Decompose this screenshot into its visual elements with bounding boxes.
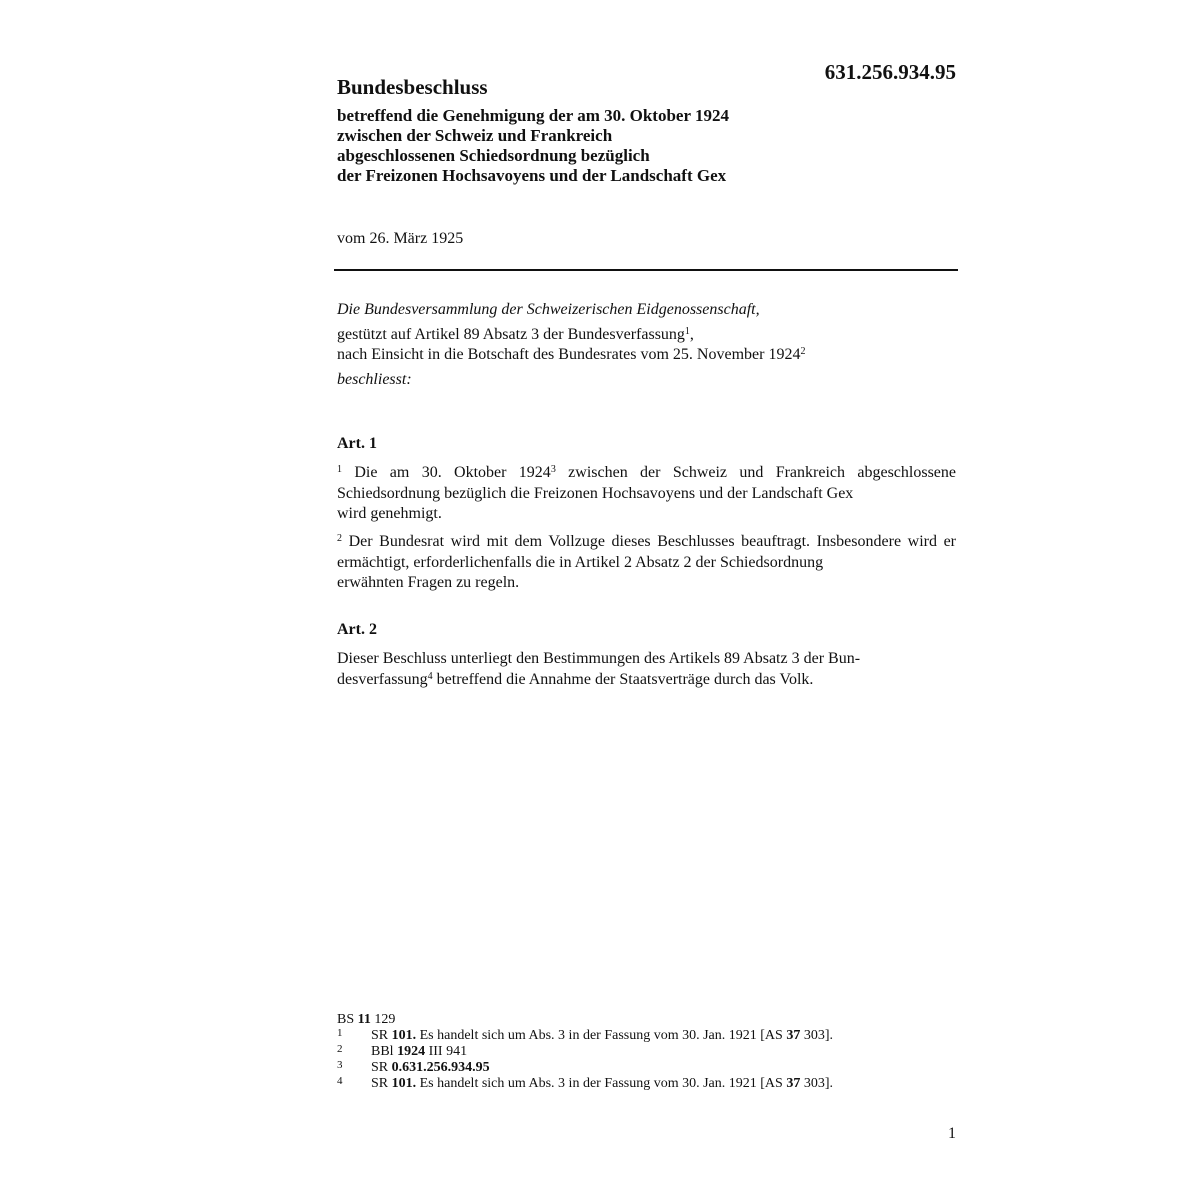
page-number: 1 <box>948 1125 956 1142</box>
subtitle-line: zwischen der Schweiz und Frankreich <box>337 126 613 145</box>
subtitle-line: der Freizonen Hochsavoyens und der Landschaft Gex <box>337 166 727 185</box>
source-prefix: BS <box>337 1012 355 1027</box>
footnote-number: 2 <box>337 1043 343 1055</box>
article-1-paragraph-1 <box>337 463 956 525</box>
footnote-ref-1[interactable]: 1 <box>684 325 690 337</box>
footnote-number: 3 <box>337 1059 343 1071</box>
paragraph-text: Der Bundesrat wird mit dem Vollzuge dieses Beschlusses beauftragt. Insbesondere wird er ermächtigt, erforderlichenfalls die in Artikel 2 Absatz 2 der Schiedsordnung <box>337 533 956 571</box>
paragraph-text-last: wird genehmigt. <box>337 505 442 522</box>
preamble-authority: Die Bundesversammlung der Schweizerischen Eidgenossenschaft, <box>337 301 760 318</box>
sr-number: 631.256.934.95 <box>824 60 956 84</box>
footnote-item-4: 4 SR 101. Es handelt sich um Abs. 3 in der Fassung vom 30. Jan. 1921 [AS 37 303]. <box>337 1075 834 1091</box>
paragraph-text: Dieser Beschluss unterliegt den Bestimmungen des Artikels 89 Absatz 3 der Bun- <box>337 650 861 667</box>
preamble-decision: beschliesst: <box>337 370 412 388</box>
footnotes <box>337 1012 957 1092</box>
footnote-ref-2[interactable]: 2 <box>800 346 806 357</box>
source-volume: 11 <box>357 1012 371 1027</box>
article-1-heading: Art. 1 <box>337 435 377 452</box>
footnote-number: 1 <box>337 1027 343 1039</box>
document-date: vom 26. März 1925 <box>337 230 464 247</box>
preamble-basis-message <box>337 345 956 366</box>
document-type: Bundesbeschluss <box>337 75 488 99</box>
paragraph-text: desverfassung <box>337 670 428 688</box>
preamble-basis-punct: , <box>689 325 694 343</box>
subtitle-line: abgeschlossenen Schiedsordnung bezüglich <box>337 146 650 165</box>
article-2-heading: Art. 2 <box>337 621 377 638</box>
title-divider <box>334 269 958 271</box>
document-subtitle <box>337 106 897 186</box>
footnote-item-3: 3 SR 0.631.256.934.95 <box>337 1059 490 1075</box>
footnote-item-1: 1 SR 101. Es handelt sich um Abs. 3 in der Fassung vom 30. Jan. 1921 [AS 37 303]. <box>337 1027 834 1043</box>
footnote-ref-4[interactable]: 4 <box>427 670 433 682</box>
source-page: 129 <box>374 1012 396 1027</box>
preamble <box>337 300 956 394</box>
paragraph-number: 2 <box>337 533 342 544</box>
paragraph-number: 1 <box>337 464 342 475</box>
preamble-basis-text: nach Einsicht in die Botschaft des Bundesrates vom 25. November 1924 <box>337 346 801 363</box>
paragraph-text: zwischen der Schweiz und Frankreich abgeschlossene Schiedsordnung bezüglich die Freizonen Hochsavoyens und der Landschaft Gex <box>337 464 956 502</box>
subtitle-line: betreffend die Genehmigung der am 30. Oktober 1924 <box>337 106 729 125</box>
footnote-number: 4 <box>337 1075 343 1087</box>
preamble-basis-constitution <box>337 325 956 346</box>
preamble-basis-text: gestützt auf Artikel 89 Absatz 3 der Bundesverfassung <box>337 325 685 343</box>
paragraph-text-last: erwähnten Fragen zu regeln. <box>337 574 520 591</box>
article-2-paragraph <box>337 649 956 690</box>
paragraph-text: Die am 30. Oktober 1924 <box>342 464 551 481</box>
paragraph-text: betreffend die Annahme der Staatsverträge durch das Volk. <box>432 670 814 688</box>
article-1-paragraph-2 <box>337 532 956 594</box>
footnote-ref-3[interactable]: 3 <box>550 464 556 475</box>
footnote-item-2: 2 BBl 1924 III 941 <box>337 1043 468 1059</box>
source-reference <box>337 1012 957 1028</box>
